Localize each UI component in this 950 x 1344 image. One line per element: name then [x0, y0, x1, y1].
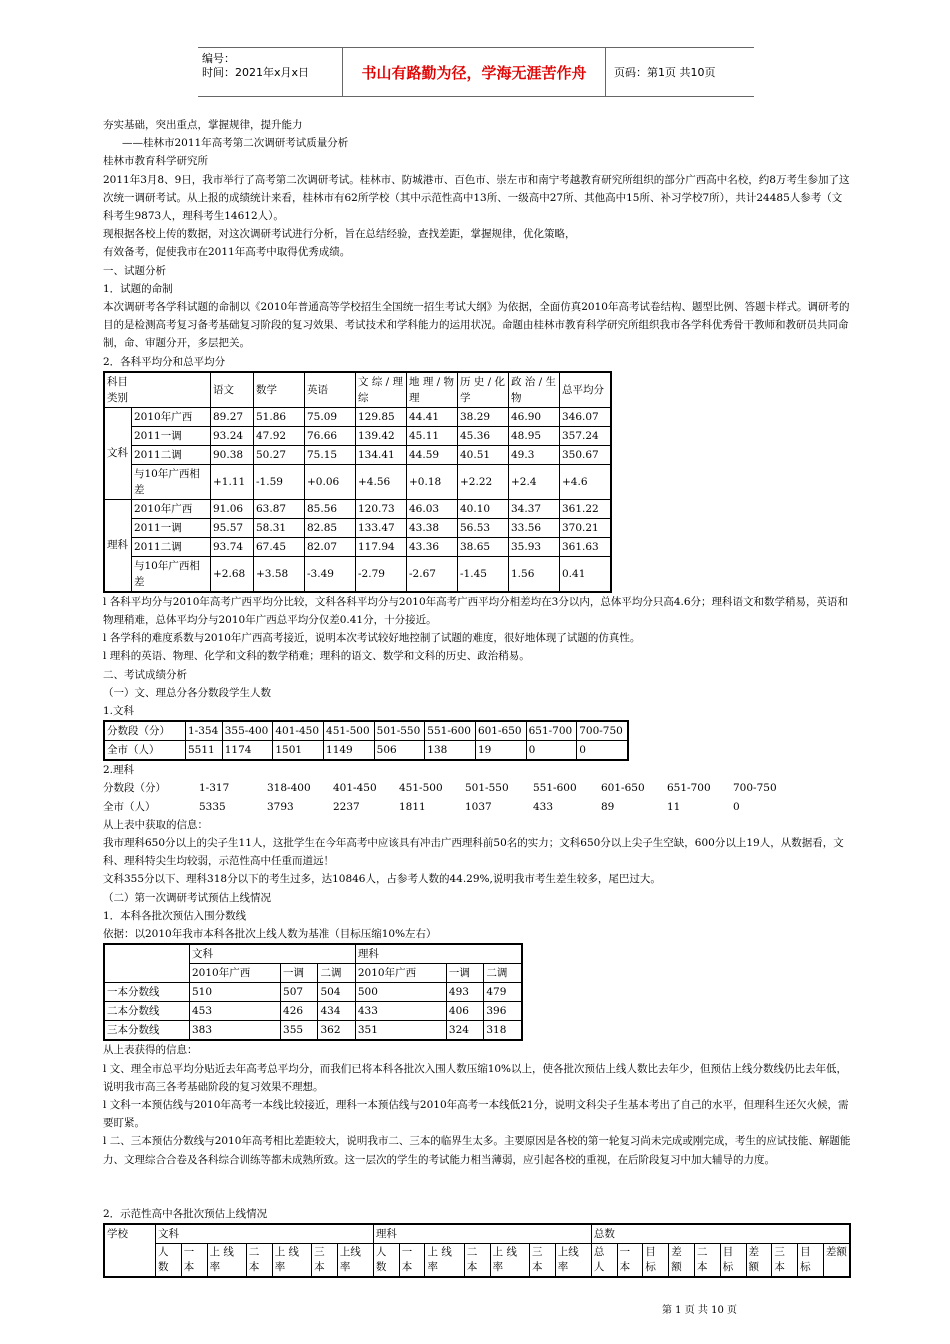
table-group-cell: 总数	[591, 1224, 850, 1244]
table-cell: 45.11	[407, 426, 458, 445]
table-cell: 82.07	[305, 537, 356, 556]
table-cell: 0	[577, 741, 628, 761]
table-header-cell: 英语	[305, 372, 356, 408]
table-cell: 90.38	[211, 445, 254, 464]
table-cell: 93.74	[211, 537, 254, 556]
header-meta	[198, 48, 342, 96]
note-2: l 各学科的难度系数与2010年广西高考接近，说明本次考试较好地控制了试题的难度，很好地体现了试题的仿真性。	[103, 632, 641, 645]
table-cell: 318	[484, 1021, 522, 1041]
table-cell: +4.56	[356, 464, 407, 499]
table-cell: 44.41	[407, 407, 458, 426]
table-header-row	[104, 372, 611, 408]
header-number: 编号：	[202, 52, 235, 65]
table-cell: 76.66	[305, 426, 356, 445]
table-cell: 二本分数线	[104, 1002, 190, 1021]
intro-p1: 2011年3月8、9日，我市举行了高考第二次调研考试。桂林市、防城港市、百色市、崇左市和南宁考越教育研究所组织的部分广西高中名校，约8万考生参加了这次统一调研考试。从上报的成绩统计来看，桂林市有62所学校（其中示范性高中13所、一级高中27所、其他高中15所、补习学校7所），共计24485人参考（文科考生9873人，理科考生14612人）。	[103, 173, 850, 223]
table-header-cell: 政 治 / 生物	[509, 372, 560, 408]
table-cell: 1149	[324, 741, 375, 761]
table-cell: 350.67	[560, 445, 612, 464]
page-header	[198, 47, 754, 97]
note-1: l 各科平均分与2010年高考广西平均分比较，文科各科平均分与2010年高考广西平均分相差均在3分以内，总体平均分只高4.6分；理科语文和数学稍易，英语和物理稍难，总体平均分与2010年广西总平均分仅差0.41分，十分接近。	[103, 595, 849, 627]
table-cell: 33.56	[509, 518, 560, 537]
table-header-cell: 上线率	[555, 1243, 591, 1277]
table-header-cell: 一本	[617, 1243, 643, 1277]
table-cell: 601-650	[475, 721, 526, 741]
table-cell: 510	[190, 983, 281, 1002]
li-cell: 1811	[399, 800, 426, 813]
note-3: l 理科的英语、物理、化学和文科的数学稍难；理科的语文、数学和文科的历史、政治稍易。	[103, 650, 530, 663]
table-header-cell: 上 线率	[490, 1243, 529, 1277]
table-cell: 与10年广西相差	[132, 464, 211, 499]
table-cell: 2011一调	[132, 426, 211, 445]
table-header-cell: 历 史 / 化学	[458, 372, 509, 408]
avg-score-table	[103, 371, 612, 593]
header-motto: 书山有路勤为径，学海无涯苦作舟	[342, 48, 606, 96]
info-p1: 我市理科650分以上的尖子生11人，这批学生在今年高考中应该具有冲击广西理科前50名的实力；文科650分以上尖子生空缺，600分以上19人，从数据看，文科、理科特尖生均较弱，示范性高中任重而道远！	[103, 837, 844, 868]
table-cell: 89.27	[211, 407, 254, 426]
table-cell: 501-550	[374, 721, 425, 741]
table-cell: 38.29	[458, 407, 509, 426]
sec3-heading: （二）第一次调研考试预估上线情况	[103, 891, 271, 904]
table-cell: 134.41	[356, 445, 407, 464]
table-cell: +2.4	[509, 464, 560, 499]
table-cell: 396	[484, 1002, 522, 1021]
table-header-cell: 科目 类别	[104, 372, 211, 408]
sec2-heading: 二、考试成绩分析	[103, 668, 187, 681]
table-row	[104, 721, 628, 741]
table-row	[104, 944, 522, 964]
info2-heading: 从上表获得的信息：	[103, 1044, 198, 1057]
table-cell: 19	[475, 741, 526, 761]
table-cell: 2011一调	[132, 518, 211, 537]
table-cell: 351	[355, 1021, 446, 1041]
table-header-cell: 总人	[591, 1243, 617, 1277]
table-cell: 51.86	[254, 407, 305, 426]
cutoff-table	[103, 943, 523, 1041]
table-group-cell: 理科	[355, 944, 522, 964]
info2-p2: l 文科一本预估线与2010年高考一本线比较接近，理科一本预估线与2010年高考一本线低21分，说明文科尖子生基本考出了自己的水平，但理科生还欠火候，需要盯紧。	[103, 1098, 849, 1130]
table-group-cell: 文科	[190, 944, 356, 964]
table-cell: 433	[355, 1002, 446, 1021]
sec2-sub1: （一）文、理总分各分数段学生人数	[103, 686, 271, 699]
table-cell: 504	[318, 983, 355, 1002]
table-cell: 58.31	[254, 518, 305, 537]
table-cell: 651-700	[526, 721, 577, 741]
table-cell: 75.09	[305, 407, 356, 426]
table-header-cell: 2010年广西	[190, 964, 281, 983]
wen-score-table	[103, 720, 629, 761]
table-cell: 5511	[186, 741, 223, 761]
table-cell: 1501	[273, 741, 324, 761]
table-cell: 1174	[222, 741, 273, 761]
li-cell: 700-750	[733, 782, 777, 795]
table-cell: 355	[281, 1021, 318, 1041]
li-cell: 11	[667, 800, 681, 813]
document-body	[103, 116, 851, 1278]
table-row	[104, 1021, 522, 1041]
table-row	[104, 556, 611, 592]
li-label: 2.理科	[103, 764, 135, 777]
table-row	[104, 464, 611, 499]
table-row	[104, 537, 611, 556]
table-header-cell: 数学	[254, 372, 305, 408]
table-cell: 44.59	[407, 445, 458, 464]
table-cell: 434	[318, 1002, 355, 1021]
sec1-sub1: 1．试题的命制	[103, 282, 173, 295]
table-cell: 49.3	[509, 445, 560, 464]
table-cell: 120.73	[356, 499, 407, 518]
wen-label: 1.文科	[103, 705, 135, 718]
table-cell: +3.58	[254, 556, 305, 592]
table-cell: 370.21	[560, 518, 612, 537]
table-header-cell: 上 线率	[207, 1243, 246, 1277]
li-score-rows	[103, 779, 851, 815]
table-header-cell: 三本	[772, 1243, 798, 1277]
table-header-cell: 差额	[669, 1243, 695, 1277]
table-cell: 406	[446, 1002, 483, 1021]
table-cell: 与10年广西相差	[132, 556, 211, 592]
table-cell: 93.24	[211, 426, 254, 445]
li-cell: 451-500	[399, 782, 443, 795]
table-cell: 全市（人）	[104, 741, 186, 761]
table-cell: 426	[281, 1002, 318, 1021]
table-cell: 453	[190, 1002, 281, 1021]
table-cell: 551-600	[425, 721, 476, 741]
table-cell: 355-400	[222, 721, 273, 741]
table-cell: -1.45	[458, 556, 509, 592]
title-line1: 夯实基础，突出重点，掌握规律，提升能力	[103, 119, 303, 131]
table-header-cell: 总平均分	[560, 372, 612, 408]
sec3-basis: 依据：以2010年我市本科各批次上线人数为基准（目标压缩10%左右）	[103, 928, 437, 941]
table-cell: 2010年广西	[132, 407, 211, 426]
table-cell: 2010年广西	[132, 499, 211, 518]
table-cell: 38.65	[458, 537, 509, 556]
table-cell: +2.22	[458, 464, 509, 499]
table-cell: 1-354	[186, 721, 223, 741]
table-header-cell: 学校	[104, 1224, 156, 1277]
table-cell: 46.90	[509, 407, 560, 426]
table-group-cell: 文科	[156, 1224, 374, 1244]
table-cell: 500	[355, 983, 446, 1002]
table-cell: 40.10	[458, 499, 509, 518]
table-cell: 324	[446, 1021, 483, 1041]
table-cell: 479	[484, 983, 522, 1002]
table-header-cell: 三本	[529, 1243, 555, 1277]
table-cell: +0.06	[305, 464, 356, 499]
table-header-cell: 文 综 / 理综	[356, 372, 407, 408]
table-cell: 34.37	[509, 499, 560, 518]
table-cell: 三本分数线	[104, 1021, 190, 1041]
table-cell: 一本分数线	[104, 983, 190, 1002]
sec1-p1: 本次调研考各学科试题的命制以《2010年普通高等学校招生全国统一招生考试大纲》为依据，全面仿真2010年高考试卷结构、题型比例、答题卡样式。调研考的目的是检测高考复习备考基础复习阶段的复习效果、考试技术和学科能力的运用状况。命题由桂林市教育科学研究所组织我市各学科优秀骨干教师和教研员共同命制，命、审题分开，多层把关。	[103, 301, 850, 350]
li-cell: 551-600	[533, 782, 577, 795]
table-cell: -1.59	[254, 464, 305, 499]
table-header-cell: 目标	[798, 1243, 824, 1277]
table-cell: 82.85	[305, 518, 356, 537]
table-cell: 48.95	[509, 426, 560, 445]
table-header-cell: 人数	[373, 1243, 399, 1277]
title-org: 桂林市教育科学研究所	[103, 155, 208, 168]
header-page: 页码：第1页 共10页	[614, 66, 716, 79]
table-row	[104, 407, 611, 426]
table-cell: 56.53	[458, 518, 509, 537]
table-cell: 451-500	[324, 721, 375, 741]
title-line2: ——桂林市2011年高考第二次调研考试质量分析	[122, 137, 349, 150]
table-header-cell: 二调	[318, 964, 355, 983]
li-cell: 433	[533, 800, 554, 813]
table-cell: 0	[526, 741, 577, 761]
li-cell: 3793	[267, 800, 294, 813]
table-cell: 133.47	[356, 518, 407, 537]
table-cell: 506	[374, 741, 425, 761]
table-cell: 129.85	[356, 407, 407, 426]
li-cell: 1-317	[199, 782, 230, 795]
table-cell: 43.38	[407, 518, 458, 537]
table-cell: 507	[281, 983, 318, 1002]
table-cell: 2011二调	[132, 445, 211, 464]
sec1-heading: 一、试题分析	[103, 264, 166, 277]
li-cell: 分数段（分）	[103, 782, 166, 795]
sec1-sub2: 2．各科平均分和总平均分	[103, 355, 226, 368]
li-cell: 0	[733, 800, 740, 813]
table-cell: 91.06	[211, 499, 254, 518]
li-cell: 2237	[333, 800, 360, 813]
table-cell: 67.45	[254, 537, 305, 556]
table-cell: 50.27	[254, 445, 305, 464]
table-cell: 362	[318, 1021, 355, 1041]
table-cell: 63.87	[254, 499, 305, 518]
table-header-cell: 差额	[746, 1243, 772, 1277]
table-header-cell: 2010年广西	[355, 964, 446, 983]
intro-p2: 现根据各校上传的数据，对这次调研考试进行分析，旨在总结经验，查找差距，掌握规律，优化策略，	[103, 228, 576, 241]
info2-p3: l 二、三本预估分数线与2010年高考相比差距较大，说明我市二、三本的临界生太多。主要原因是各校的第一轮复习尚未完成或刚完成，考生的应试技能、解题能力、文理综合合卷及各科综合训练等都未成熟所致。这一层次的学生的考试能力相当薄弱，应引起各校的重视，在后阶段复习中加大辅导的力度。	[103, 1135, 851, 1166]
table-header-cell: 一调	[281, 964, 318, 983]
table-header-cell: 二本	[694, 1243, 720, 1277]
table-header-cell: 二调	[484, 964, 522, 983]
table-cell: 75.15	[305, 445, 356, 464]
school-table	[103, 1223, 851, 1278]
li-cell: 全市（人）	[103, 800, 156, 813]
table-group-cell: 理科	[373, 1224, 591, 1244]
intro-p3: 有效备考，促使我市在2011年高考中取得优秀成绩。	[103, 246, 351, 259]
table-header-cell: 一本	[181, 1243, 207, 1277]
table-cell: 346.07	[560, 407, 612, 426]
table-header-cell: 目标	[643, 1243, 669, 1277]
li-cell: 601-650	[601, 782, 645, 795]
table-cell: 46.03	[407, 499, 458, 518]
table-cell: 85.56	[305, 499, 356, 518]
info-p2: 文科355分以下、理科318分以下的考生过多，达10846人，占参考人数的44.29%,说明我市考生差生较多，尾巴过大。	[103, 873, 661, 886]
table-cell: +0.18	[407, 464, 458, 499]
table-cell: 1.56	[509, 556, 560, 592]
table-header-cell: 语文	[211, 372, 254, 408]
info-heading: 从上表中获取的信息：	[103, 818, 208, 831]
footer-page-number: 第 1 页 共 10 页	[662, 1305, 737, 1316]
header-time: 时间：2021年x月x日	[202, 66, 310, 79]
table-cell: 47.92	[254, 426, 305, 445]
table-cell: 401-450	[273, 721, 324, 741]
table-group-cell: 文科	[104, 407, 132, 499]
table-cell: +1.11	[211, 464, 254, 499]
table-header-cell: 一调	[446, 964, 483, 983]
table-cell: 138	[425, 741, 476, 761]
table-row	[104, 518, 611, 537]
table-header-cell: 上 线率	[425, 1243, 464, 1277]
table-cell: -2.79	[356, 556, 407, 592]
table-cell: 2011二调	[132, 537, 211, 556]
info2-p1: l 文、理全市总平均分贴近去年高考总平均分，而我们已将本科各批次入围人数压缩10%以上，使各批次预估上线人数比去年少，但预估上线分数线仍比去年低，说明我市高三各考基础阶段的复习效果不理想。	[103, 1062, 848, 1093]
table-cell: 0.41	[560, 556, 612, 592]
table-header-cell: 一本	[399, 1243, 425, 1277]
table-row	[104, 1224, 850, 1244]
table-cell: 361.22	[560, 499, 612, 518]
list-item	[103, 779, 851, 797]
table-row	[104, 983, 522, 1002]
table-cell: 357.24	[560, 426, 612, 445]
li-cell: 401-450	[333, 782, 377, 795]
li-cell: 318-400	[267, 782, 311, 795]
table-row	[104, 1002, 522, 1021]
table-row	[104, 1243, 850, 1277]
table-cell: -3.49	[305, 556, 356, 592]
li-cell: 651-700	[667, 782, 711, 795]
table-cell: 139.42	[356, 426, 407, 445]
table-cell: +4.6	[560, 464, 612, 499]
sec3-sub1: 1．本科各批次预估入围分数线	[103, 909, 247, 922]
table-cell: 117.94	[356, 537, 407, 556]
table-cell: 分数段（分）	[104, 721, 186, 741]
table-row	[104, 445, 611, 464]
table-cell: 361.63	[560, 537, 612, 556]
table-cell: 35.93	[509, 537, 560, 556]
li-cell: 1037	[465, 800, 492, 813]
table-header-cell: 上 线率	[272, 1243, 311, 1277]
table-group-cell: 理科	[104, 499, 132, 592]
table-header-cell: 三本	[312, 1243, 338, 1277]
table-header-cell: 二本	[246, 1243, 272, 1277]
table-row	[104, 741, 628, 761]
table-header-cell: 目标	[720, 1243, 746, 1277]
table-header-cell: 二本	[464, 1243, 490, 1277]
table-cell: 95.57	[211, 518, 254, 537]
list-item	[103, 798, 851, 816]
li-cell: 501-550	[465, 782, 509, 795]
table-header-cell: 上线率	[337, 1243, 373, 1277]
table-cell: 383	[190, 1021, 281, 1041]
table-header-cell: 人数	[156, 1243, 182, 1277]
li-cell: 5335	[199, 800, 226, 813]
table-row	[104, 426, 611, 445]
table-row	[104, 499, 611, 518]
li-cell: 89	[601, 800, 615, 813]
table-cell: 493	[446, 983, 483, 1002]
table-corner-cell	[104, 944, 190, 983]
sec4-heading: 2．示范性高中各批次预估上线情况	[103, 1207, 268, 1220]
spacer	[103, 1169, 851, 1205]
table-cell: -2.67	[407, 556, 458, 592]
table-cell: 700-750	[577, 721, 628, 741]
table-cell: 40.51	[458, 445, 509, 464]
table-header-cell: 差额	[823, 1243, 850, 1277]
table-cell: 43.36	[407, 537, 458, 556]
table-cell: +2.68	[211, 556, 254, 592]
table-cell: 45.36	[458, 426, 509, 445]
table-header-cell: 地 理 / 物理	[407, 372, 458, 408]
